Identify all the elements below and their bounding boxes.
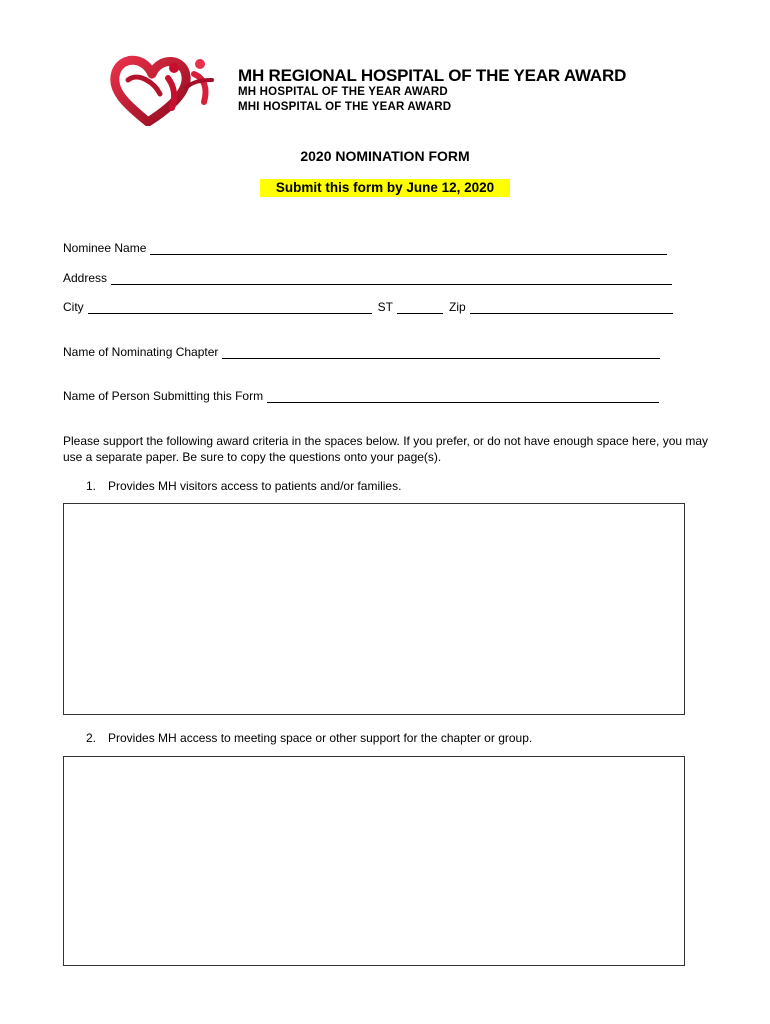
submitter-row xyxy=(63,389,659,403)
form-title: 2020 NOMINATION FORM xyxy=(300,148,470,164)
question-text: Provides MH access to meeting space or other support for the chapter or group. xyxy=(108,731,533,745)
nominee-name-field[interactable] xyxy=(150,243,667,255)
question-text: Provides MH visitors access to patients and/or families. xyxy=(108,479,402,493)
address-field[interactable] xyxy=(111,273,672,285)
chapter-label: Name of Nominating Chapter xyxy=(63,345,219,359)
chapter-field[interactable] xyxy=(222,347,660,359)
st-label: ST xyxy=(377,300,394,314)
submitter-field[interactable] xyxy=(267,391,659,403)
address-row xyxy=(63,271,672,285)
city-row xyxy=(63,300,673,314)
question-number: 2. xyxy=(86,731,97,745)
chapter-row xyxy=(63,345,660,359)
st-field[interactable] xyxy=(397,302,443,314)
question-number: 1. xyxy=(86,479,97,493)
question-1 xyxy=(86,479,401,493)
city-label: City xyxy=(63,300,84,314)
address-label: Address xyxy=(63,271,108,285)
nominee-name-label: Nominee Name xyxy=(63,241,147,255)
award-title: MH REGIONAL HOSPITAL OF THE YEAR AWARD xyxy=(238,66,627,85)
nominee-name-row xyxy=(63,241,667,255)
question-2 xyxy=(86,731,532,745)
zip-field[interactable] xyxy=(470,302,673,314)
award-subtitle-2: MHI HOSPITAL OF THE YEAR AWARD xyxy=(238,101,452,113)
answer-box-1[interactable] xyxy=(63,503,685,715)
heart-people-logo xyxy=(108,52,222,126)
answer-box-2[interactable] xyxy=(63,756,685,966)
deadline-banner: Submit this form by June 12, 2020 xyxy=(260,179,510,197)
city-field[interactable] xyxy=(88,302,372,314)
award-subtitle-1: MH HOSPITAL OF THE YEAR AWARD xyxy=(238,86,448,98)
instructions-text: Please support the following award criteria in the spaces below. If you prefer, or do not have enough space here, you may use a separate paper. Be sure to copy the questions onto your page(s). xyxy=(63,434,709,464)
submitter-label: Name of Person Submitting this Form xyxy=(63,389,264,403)
zip-label: Zip xyxy=(449,300,466,314)
